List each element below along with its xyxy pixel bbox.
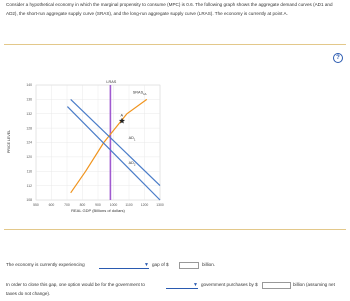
- help-icon[interactable]: ?: [333, 53, 343, 63]
- series-label: $AD_1$: [128, 135, 136, 142]
- chart-grid: [36, 85, 160, 200]
- y-tick-label: 120: [26, 155, 32, 160]
- policy-action-dropdown[interactable]: [166, 282, 198, 289]
- chevron-down-icon: ▼: [144, 262, 149, 268]
- y-tick-label: 108: [26, 198, 32, 203]
- point-a-label: A: [120, 113, 124, 118]
- middle-divider: [4, 229, 346, 230]
- y-tick-label: 112: [26, 183, 32, 188]
- series-label: $SRAS_{1A}$: [132, 90, 147, 96]
- question-line-3: taxes do not change).: [6, 291, 51, 296]
- y-tick-label: 128: [26, 126, 32, 131]
- series-label: $AD_2$: [128, 161, 136, 167]
- billion-label: billion.: [202, 262, 216, 267]
- x-tick-label: 700: [64, 203, 70, 207]
- chevron-down-icon: ▼: [193, 282, 198, 288]
- x-tick-label: 600: [48, 203, 55, 207]
- x-tick-label: 1200: [140, 203, 149, 207]
- x-tick-label: 1000: [109, 203, 118, 207]
- x-tick-label: 1300: [156, 203, 164, 207]
- x-tick-label: 800: [79, 203, 86, 207]
- purchases-amount-input[interactable]: [262, 282, 291, 289]
- y-tick-label: 140: [26, 83, 32, 88]
- intro-text: Consider a hypothetical economy in which the marginal propensity to consume (MPC) is 0.6. The following graph shows the aggregate demand curves (AD1 and AD2), the short-run aggregate supply curve (SRAS), and the long-run aggregate supply curve (LRAS). The economy is currently at point A.: [6, 2, 333, 16]
- y-tick-label: 116: [26, 169, 32, 174]
- series-label: LRAS: [106, 80, 117, 84]
- y-tick-label: 124: [26, 140, 32, 145]
- x-axis-title: REAL GDP (Billions of dollars): [71, 208, 125, 213]
- question-line-1: [6, 262, 85, 268]
- y-tick-label: 132: [26, 111, 32, 116]
- question-line-2: In order to close this gap, one option would be for the government to: [6, 282, 145, 287]
- gap-type-dropdown[interactable]: [99, 262, 149, 269]
- x-tick-label: 550: [33, 203, 39, 207]
- question-line-1-prefix: The economy is currently experiencing: [6, 262, 85, 267]
- x-tick-label: 900: [95, 203, 101, 207]
- y-axis-title: PRICE LEVEL: [7, 129, 11, 153]
- y-tick-label: 136: [26, 97, 32, 102]
- purchases-label: government purchases by $: [201, 282, 258, 287]
- billion-assuming-label: billion (assuming net: [293, 282, 335, 287]
- x-tick-label: 1100: [125, 203, 133, 207]
- gap-label: gap of $: [152, 262, 169, 267]
- gap-amount-input[interactable]: [179, 262, 199, 269]
